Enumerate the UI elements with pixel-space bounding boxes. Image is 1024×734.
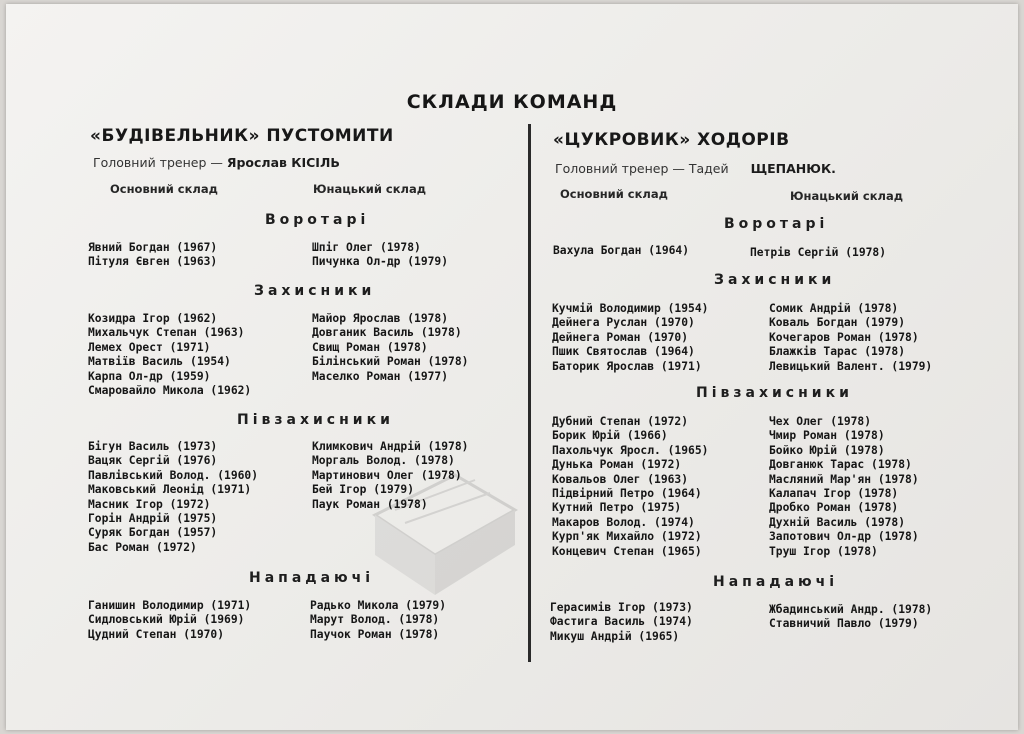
player-entry: Довганюк Тарас (1978) <box>769 458 912 472</box>
player-entry: Горін Андрій (1975) <box>88 511 218 525</box>
player-entry: Маселко Роман (1977) <box>312 369 449 383</box>
page-title: СКЛАДИ КОМАНД <box>406 91 618 113</box>
right-goalkeepers-youth <box>750 246 886 260</box>
player-entry: Кучмій Володимир (1954) <box>552 302 709 315</box>
left-goalkeepers-youth <box>312 241 448 270</box>
left-forwards-heading: Нападаючі <box>249 570 375 586</box>
player-entry: Концевич Степан (1965) <box>552 544 702 558</box>
player-entry: Пшик Святослав (1964) <box>552 345 695 359</box>
left-midfielders-youth <box>312 440 468 512</box>
player-entry: Маковський Леонід (1971) <box>88 483 252 497</box>
player-entry: Масляний Мар'ян (1978) <box>769 472 919 486</box>
player-entry: Лемех Орест (1971) <box>88 340 211 354</box>
right-midfielders-main <box>552 415 708 559</box>
player-entry: Радько Микола (1979) <box>310 599 447 612</box>
right-defenders-youth <box>769 302 932 374</box>
player-entry: Дробко Роман (1978) <box>769 501 899 515</box>
player-entry: Дейнега Руслан (1970) <box>552 316 695 330</box>
left-coach-label: Головний тренер — <box>93 155 223 170</box>
player-entry: Кочегаров Роман (1978) <box>769 330 919 344</box>
player-entry: Дубний Степан (1972) <box>552 415 689 428</box>
player-entry: Левицький Валент. (1979) <box>769 359 933 373</box>
player-entry: Пичунка Ол-др (1979) <box>312 255 449 269</box>
right-defenders-main <box>552 302 708 374</box>
player-entry: Духній Василь (1978) <box>769 515 906 529</box>
player-entry: Коваль Богдан (1979) <box>769 316 906 330</box>
player-entry: Паучок Роман (1978) <box>310 627 440 641</box>
left-goalkeepers-main <box>88 241 217 270</box>
right-midfielders-heading: Півзахисники <box>696 385 853 401</box>
player-entry: Климкович Андрій (1978) <box>312 440 469 453</box>
right-defenders-heading: Захисники <box>714 272 836 288</box>
player-entry: Ставничий Павло (1979) <box>769 617 919 631</box>
player-entry: Майор Ярослав (1978) <box>312 312 449 325</box>
right-coach-label: Головний тренер — Тадей <box>555 161 729 176</box>
player-entry: Дейнега Роман (1970) <box>552 330 689 344</box>
player-entry: Петрів Сергій (1978) <box>750 246 887 259</box>
left-main-squad-label: Основний склад <box>110 182 218 196</box>
player-entry: Фастига Василь (1974) <box>550 615 693 629</box>
player-entry: Моргаль Волод. (1978) <box>312 454 455 468</box>
player-entry: Матвіїв Василь (1954) <box>88 355 231 369</box>
player-entry: Вацяк Сергій (1976) <box>88 454 218 468</box>
right-goalkeepers-heading: Воротарі <box>724 216 829 232</box>
player-entry: Дунька Роман (1972) <box>552 458 682 472</box>
player-entry: Масник Ігор (1972) <box>88 497 211 511</box>
player-entry: Кутний Петро (1975) <box>552 501 682 515</box>
player-entry: Мартинович Олег (1978) <box>312 468 462 482</box>
player-entry: Блажків Тарас (1978) <box>769 345 906 359</box>
left-defenders-youth <box>312 312 468 384</box>
player-entry: Жбадинський Андр. (1978) <box>769 603 933 616</box>
right-forwards-heading: Нападаючі <box>713 574 839 590</box>
player-entry: Борик Юрій (1966) <box>552 429 668 443</box>
player-entry: Козидра Ігор (1962) <box>88 312 218 325</box>
player-entry: Михальчук Степан (1963) <box>88 326 245 340</box>
right-forwards-main <box>550 601 693 644</box>
left-defenders-heading: Захисники <box>254 283 376 299</box>
player-entry: Пітуля Євген (1963) <box>88 255 218 269</box>
right-coach <box>555 161 836 176</box>
player-entry: Явний Богдан (1967) <box>88 241 218 254</box>
left-forwards-main <box>88 599 251 642</box>
player-entry: Суряк Богдан (1957) <box>88 526 218 540</box>
right-main-squad-label: Основний склад <box>560 187 668 201</box>
player-entry: Паук Роман (1978) <box>312 497 428 511</box>
left-forwards-youth <box>310 599 446 642</box>
right-goalkeepers-main <box>553 244 689 258</box>
player-entry: Калапач Ігор (1978) <box>769 486 899 500</box>
player-entry: Макаров Волод. (1974) <box>552 515 695 529</box>
player-entry: Підвірний Петро (1964) <box>552 486 702 500</box>
player-entry: Курп'як Михайло (1972) <box>552 530 702 544</box>
player-entry: Пахольчук Яросл. (1965) <box>552 443 709 457</box>
player-entry: Вахула Богдан (1964) <box>553 244 690 257</box>
player-entry: Чех Олег (1978) <box>769 415 872 428</box>
left-midfielders-heading: Півзахисники <box>237 412 394 428</box>
player-entry: Чмир Роман (1978) <box>769 429 885 443</box>
left-midfielders-main <box>88 440 258 555</box>
player-entry: Павлівський Волод. (1960) <box>88 468 259 482</box>
right-team-name: «ЦУКРОВИК» ХОДОРІВ <box>553 130 790 150</box>
player-entry: Бей Ігор (1979) <box>312 483 415 497</box>
column-divider <box>528 124 531 662</box>
player-entry: Цудний Степан (1970) <box>88 627 225 641</box>
player-entry: Баторик Ярослав (1971) <box>552 359 702 373</box>
player-entry: Труш Ігор (1978) <box>769 544 878 558</box>
player-entry: Сидловський Юрій (1969) <box>88 613 245 627</box>
right-youth-squad-label: Юнацький склад <box>790 189 904 203</box>
right-forwards-youth <box>769 603 932 632</box>
left-coach-name: Ярослав КІСІЛЬ <box>226 155 340 170</box>
left-youth-squad-label: Юнацький склад <box>313 182 427 196</box>
player-entry: Бігун Василь (1973) <box>88 440 218 453</box>
player-entry: Білінський Роман (1978) <box>312 355 469 369</box>
left-goalkeepers-heading: Воротарі <box>265 212 370 228</box>
player-entry: Карпа Ол-др (1959) <box>88 369 211 383</box>
player-entry: Смаровайло Микола (1962) <box>88 383 252 397</box>
right-coach-name: ЩЕПАНЮК. <box>750 161 836 176</box>
player-entry: Ковальов Олег (1963) <box>552 472 689 486</box>
player-entry: Свищ Роман (1978) <box>312 340 428 354</box>
player-entry: Герасимів Ігор (1973) <box>550 601 693 614</box>
player-entry: Микуш Андрій (1965) <box>550 629 680 643</box>
left-team-name: «БУДІВЕЛЬНИК» ПУСТОМИТИ <box>90 126 394 146</box>
player-entry: Шпіг Олег (1978) <box>312 241 421 254</box>
player-entry: Ганишин Володимир (1971) <box>88 599 252 612</box>
player-entry: Марут Волод. (1978) <box>310 613 440 627</box>
left-defenders-main <box>88 312 251 398</box>
player-entry: Бойко Юрій (1978) <box>769 443 885 457</box>
player-entry: Запотович Ол-др (1978) <box>769 530 919 544</box>
player-entry: Довганик Василь (1978) <box>312 326 462 340</box>
player-entry: Сомик Андрій (1978) <box>769 302 899 315</box>
right-midfielders-youth <box>769 415 919 559</box>
left-coach <box>93 155 340 170</box>
player-entry: Бас Роман (1972) <box>88 540 197 554</box>
